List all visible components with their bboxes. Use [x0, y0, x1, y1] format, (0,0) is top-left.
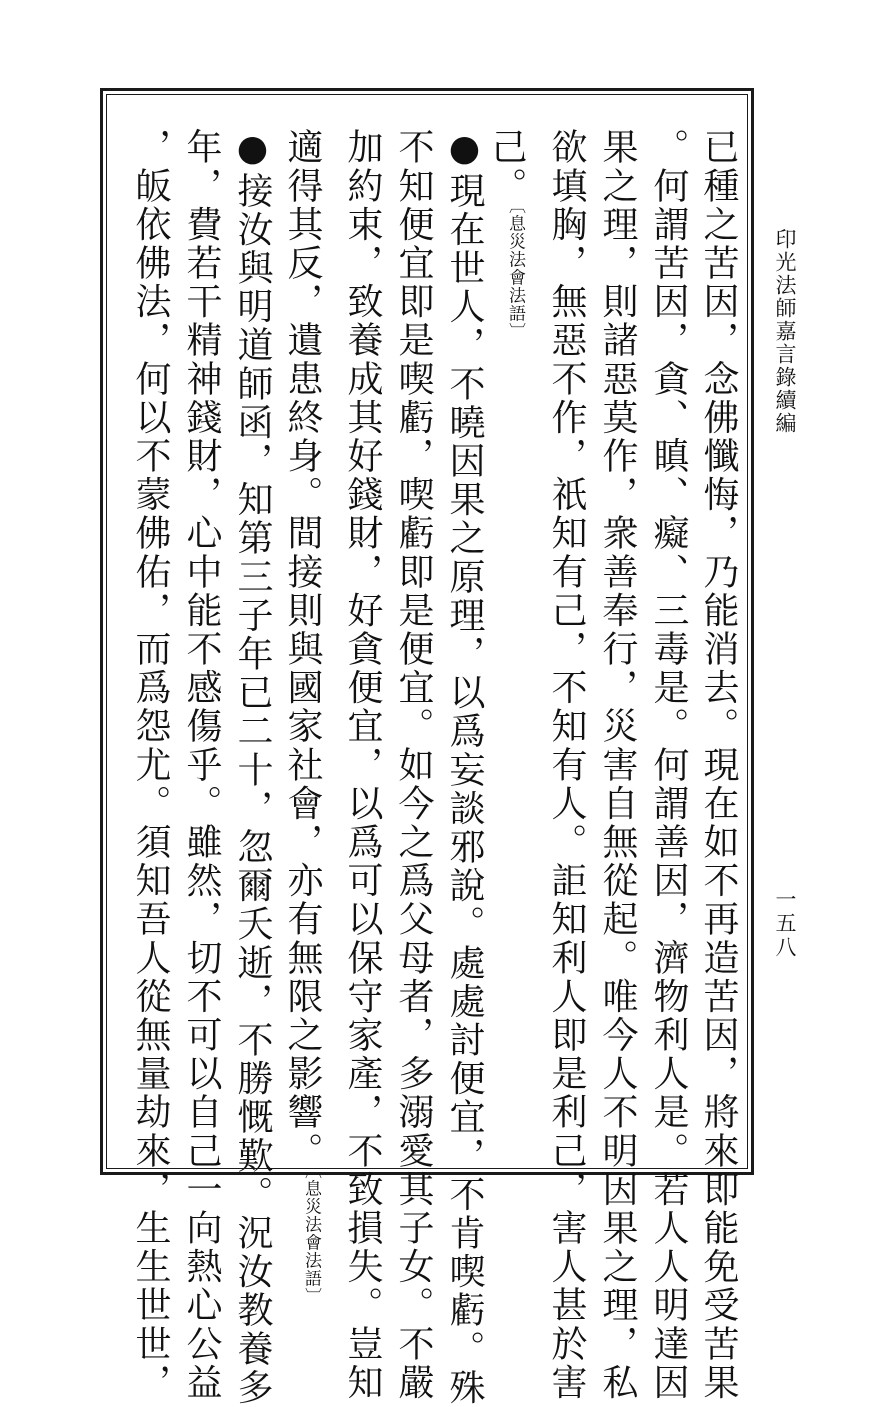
- text-column: ，皈依佛法，何以不蒙佛佑，而爲怨尤。須知吾人從無量劫來，生生世世，: [130, 128, 171, 1402]
- text-column: 。何謂苦因，貪、瞋、癡、三毒是。何謂善因，濟物利人是。若人人明達因: [648, 128, 689, 1402]
- text-column: 果之理，則諸惡莫作，衆善奉行，災害自無從起。唯今人不明因果之理，私: [597, 128, 638, 1402]
- text-column: 己。〔息災法會法語〕: [486, 128, 527, 341]
- source-annotation: 〔息災法會法語〕: [505, 205, 525, 341]
- text-column: 欲填胸，無惡不作，祇知有己，不知有人。詎知利人即是利己，害人甚於害: [546, 128, 587, 1402]
- source-annotation: 〔息災法會法語〕: [301, 1170, 321, 1306]
- page-number: 一五八: [773, 888, 797, 960]
- book-title: 印光法師嘉言錄續編: [773, 228, 797, 435]
- text-column: 年，費若干精神錢財，心中能不感傷乎。雖然，切不可以自己一向熱心公益: [181, 128, 222, 1402]
- text-column: 不知便宜即是喫虧，喫虧即是便宜。如今之爲父母者，多溺愛其子女。不嚴: [393, 128, 434, 1402]
- text-column: ●接汝與明道師函，知第三子年已二十，忽爾夭逝，不勝慨歎。況汝教養多: [232, 128, 273, 1407]
- text-column: 加約束，致養成其好錢財，好貪便宜，以爲可以保守家產，不致損失。豈知: [342, 128, 383, 1402]
- text-column: ●現在世人，不曉因果之原理，以爲妄談邪說。處處討便宜，不肯喫虧。殊: [444, 128, 485, 1407]
- text-column: 已種之苦因，念佛懺悔，乃能消去。現在如不再造苦因，將來即能免受苦果: [698, 128, 739, 1402]
- text-column: 適得其反，遺患終身。間接則與國家社會，亦有無限之影響。〔息災法會法語〕: [282, 128, 323, 1306]
